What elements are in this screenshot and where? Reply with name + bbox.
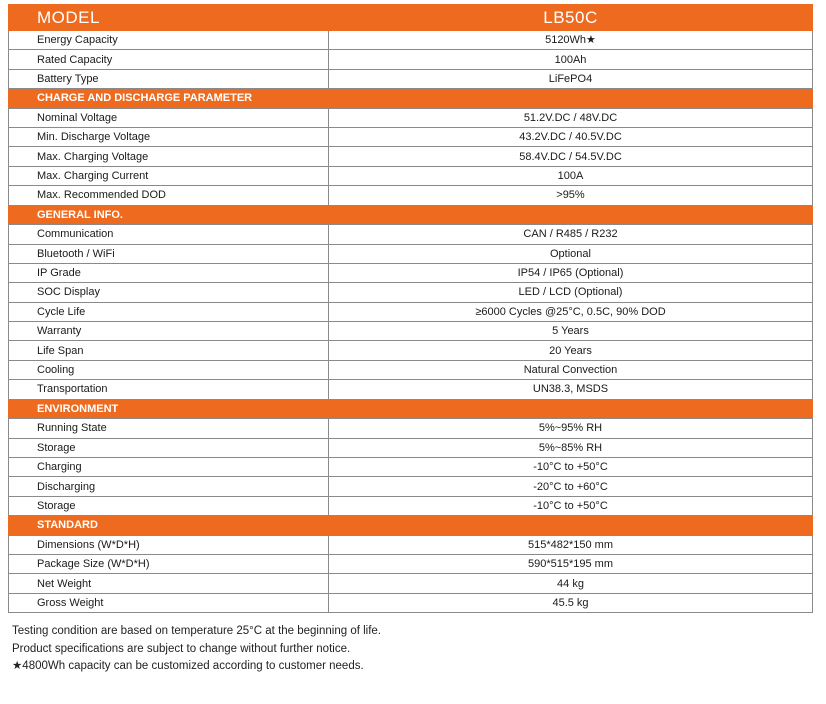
spec-value: -10°C to +50°C bbox=[329, 496, 813, 515]
spec-row bbox=[9, 225, 813, 244]
spec-label: Storage bbox=[9, 438, 329, 457]
spec-row bbox=[9, 438, 813, 457]
spec-label: Energy Capacity bbox=[9, 31, 329, 50]
spec-label: IP Grade bbox=[9, 263, 329, 282]
spec-row bbox=[9, 496, 813, 515]
footnote-specification-change: Product specifications are subject to change without further notice. bbox=[12, 642, 351, 655]
spec-value: >95% bbox=[329, 186, 813, 205]
spec-label: Running State bbox=[9, 419, 329, 438]
spec-row bbox=[9, 593, 813, 612]
spec-label: Gross Weight bbox=[9, 593, 329, 612]
spec-label: Rated Capacity bbox=[9, 50, 329, 69]
spec-row bbox=[9, 322, 813, 341]
spec-value: 590*515*195 mm bbox=[329, 554, 813, 573]
spec-value: 51.2V.DC / 48V.DC bbox=[329, 108, 813, 127]
footnote-capacity-customization: ★4800Wh capacity can be customized according to customer needs. bbox=[12, 660, 364, 672]
spec-value: Natural Convection bbox=[329, 360, 813, 379]
spec-row bbox=[9, 69, 813, 88]
model-value: LB50C bbox=[329, 5, 813, 31]
spec-table-body bbox=[9, 5, 813, 613]
spec-table bbox=[8, 4, 813, 613]
spec-value: 100Ah bbox=[329, 50, 813, 69]
spec-row bbox=[9, 283, 813, 302]
spec-value: 58.4V.DC / 54.5V.DC bbox=[329, 147, 813, 166]
spec-label: Min. Discharge Voltage bbox=[9, 128, 329, 147]
spec-label: Max. Charging Current bbox=[9, 166, 329, 185]
spec-label: SOC Display bbox=[9, 283, 329, 302]
spec-value: 100A bbox=[329, 166, 813, 185]
spec-value: IP54 / IP65 (Optional) bbox=[329, 263, 813, 282]
spec-row bbox=[9, 554, 813, 573]
spec-value: -20°C to +60°C bbox=[329, 477, 813, 496]
spec-value: 45.5 kg bbox=[329, 593, 813, 612]
spec-row bbox=[9, 128, 813, 147]
spec-value: 515*482*150 mm bbox=[329, 535, 813, 554]
spec-row bbox=[9, 244, 813, 263]
section-header-row bbox=[9, 89, 813, 109]
spec-value: 5 Years bbox=[329, 322, 813, 341]
spec-label: Cooling bbox=[9, 360, 329, 379]
model-header-row bbox=[9, 5, 813, 31]
model-label: MODEL bbox=[9, 5, 329, 31]
spec-row bbox=[9, 50, 813, 69]
spec-row bbox=[9, 419, 813, 438]
spec-label: Bluetooth / WiFi bbox=[9, 244, 329, 263]
section-title: GENERAL INFO. bbox=[9, 205, 813, 225]
spec-value: ≥6000 Cycles @25°C, 0.5C, 90% DOD bbox=[329, 302, 813, 321]
spec-row bbox=[9, 380, 813, 399]
spec-label: Net Weight bbox=[9, 574, 329, 593]
spec-value: 20 Years bbox=[329, 341, 813, 360]
spec-row bbox=[9, 535, 813, 554]
spec-value: LiFePO4 bbox=[329, 69, 813, 88]
spec-value: -10°C to +50°C bbox=[329, 457, 813, 476]
spec-value: 44 kg bbox=[329, 574, 813, 593]
spec-row bbox=[9, 360, 813, 379]
footnotes bbox=[12, 623, 381, 676]
spec-row bbox=[9, 263, 813, 282]
spec-value: LED / LCD (Optional) bbox=[329, 283, 813, 302]
spec-value: 43.2V.DC / 40.5V.DC bbox=[329, 128, 813, 147]
spec-row bbox=[9, 341, 813, 360]
spec-label: Max. Charging Voltage bbox=[9, 147, 329, 166]
spec-label: Battery Type bbox=[9, 69, 329, 88]
spec-label: Charging bbox=[9, 457, 329, 476]
spec-label: Life Span bbox=[9, 341, 329, 360]
spec-label: Discharging bbox=[9, 477, 329, 496]
spec-row bbox=[9, 166, 813, 185]
spec-value: UN38.3, MSDS bbox=[329, 380, 813, 399]
spec-label: Transportation bbox=[9, 380, 329, 399]
spec-row bbox=[9, 457, 813, 476]
section-header-row bbox=[9, 399, 813, 419]
spec-value: CAN / R485 / R232 bbox=[329, 225, 813, 244]
spec-row bbox=[9, 302, 813, 321]
section-header-row bbox=[9, 516, 813, 536]
spec-label: Storage bbox=[9, 496, 329, 515]
spec-value: Optional bbox=[329, 244, 813, 263]
spec-label: Cycle Life bbox=[9, 302, 329, 321]
spec-value: 5%~95% RH bbox=[329, 419, 813, 438]
spec-row bbox=[9, 186, 813, 205]
spec-row bbox=[9, 31, 813, 50]
section-header-row bbox=[9, 205, 813, 225]
spec-row bbox=[9, 477, 813, 496]
section-title: CHARGE AND DISCHARGE PARAMETER bbox=[9, 89, 813, 109]
spec-label: Communication bbox=[9, 225, 329, 244]
spec-row bbox=[9, 574, 813, 593]
section-title: ENVIRONMENT bbox=[9, 399, 813, 419]
spec-label: Warranty bbox=[9, 322, 329, 341]
spec-value: 5120Wh★ bbox=[329, 31, 813, 50]
footnote-testing-condition: Testing condition are based on temperature 25°C at the beginning of life. bbox=[12, 625, 382, 637]
spec-label: Package Size (W*D*H) bbox=[9, 554, 329, 573]
spec-value: 5%~85% RH bbox=[329, 438, 813, 457]
spec-label: Max. Recommended DOD bbox=[9, 186, 329, 205]
spec-row bbox=[9, 108, 813, 127]
spec-label: Nominal Voltage bbox=[9, 108, 329, 127]
spec-label: Dimensions (W*D*H) bbox=[9, 535, 329, 554]
section-title: STANDARD bbox=[9, 516, 813, 536]
spec-row bbox=[9, 147, 813, 166]
